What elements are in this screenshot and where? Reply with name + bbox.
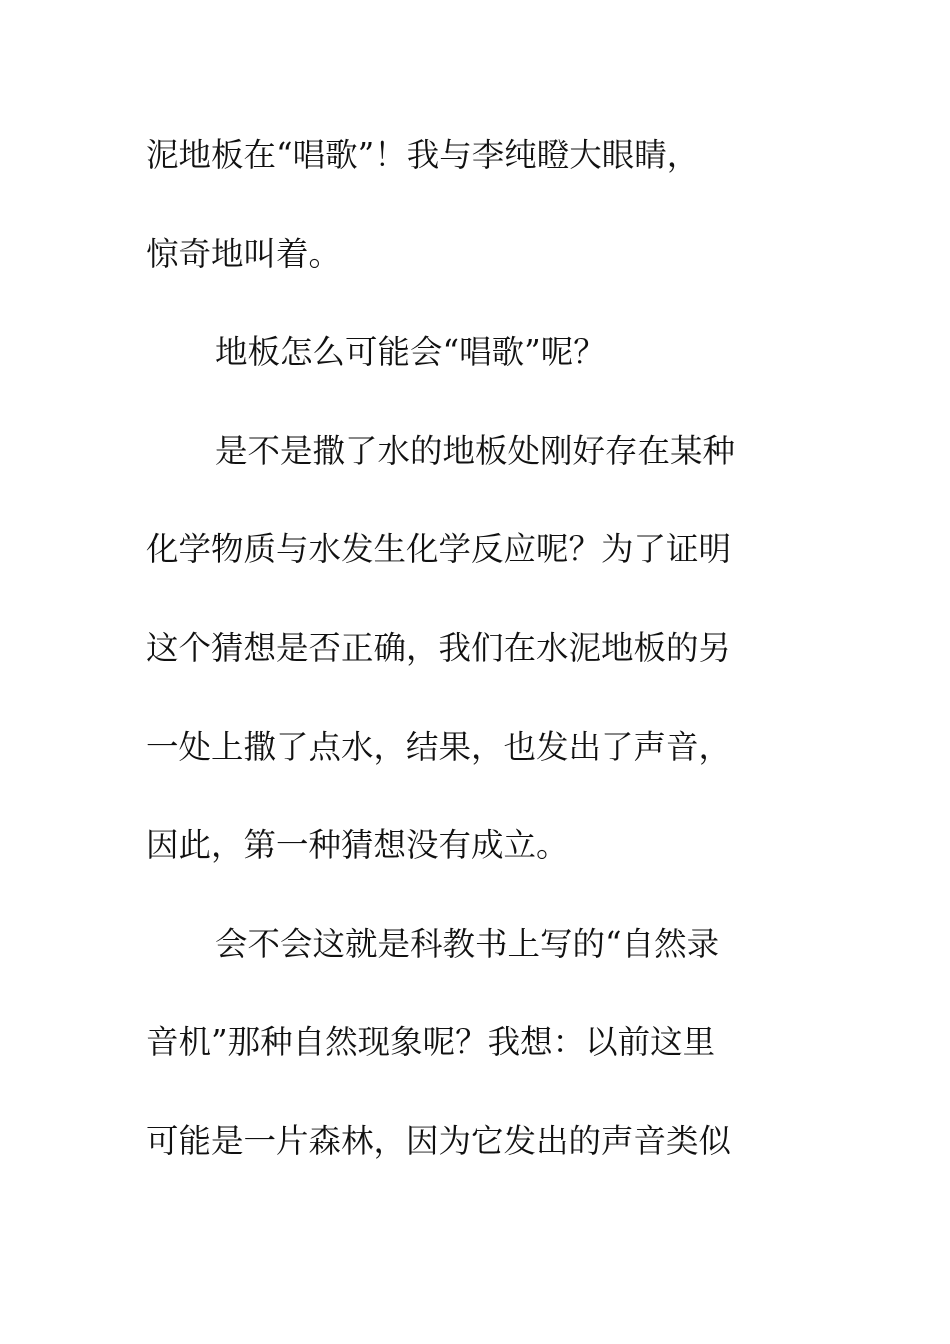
text-line-1: 泥地板在“唱歌”！我与李纯瞪大眼睛， xyxy=(146,136,700,174)
text-line-5: 化学物质与水发生化学反应呢？为了证明 xyxy=(146,530,732,569)
text-line-6: 这个猜想是否正确，我们在水泥地板的另 xyxy=(146,628,732,667)
text-line-2: 惊奇地叫着。 xyxy=(146,234,342,273)
text-line-9: 会不会这就是科教书上写的“自然录 xyxy=(215,924,720,963)
text-line-7: 一处上撒了点水，结果，也发出了声音， xyxy=(146,727,732,766)
text-line-11: 可能是一片森林，因为它发出的声音类似 xyxy=(146,1121,732,1160)
text-line-4: 是不是撒了水的地板处刚好存在某种 xyxy=(215,431,736,470)
text-line-3: 地板怎么可能会“唱歌”呢？ xyxy=(215,333,606,372)
body-text xyxy=(146,123,786,1208)
text-line-8: 因此，第一种猜想没有成立。 xyxy=(146,826,569,865)
text-line-10: 音机”那种自然现象呢？我想：以前这里 xyxy=(146,1023,716,1062)
